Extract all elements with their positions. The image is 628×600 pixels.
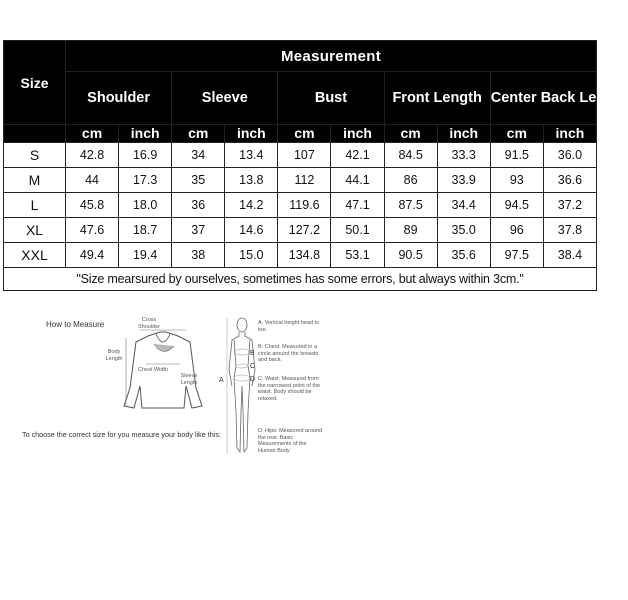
measurement-cell: 18.0 <box>119 193 172 218</box>
measurement-cell: 37 <box>172 218 225 243</box>
unit-header: cm <box>172 125 225 143</box>
measurement-cell: 35.0 <box>437 218 490 243</box>
group-header-row <box>4 72 597 125</box>
measurement-cell: 49.4 <box>66 243 119 268</box>
measurement-cell: 33.3 <box>437 143 490 168</box>
table-body <box>4 143 597 268</box>
measurement-cell: 47.1 <box>331 193 384 218</box>
group-header: Sleeve <box>172 72 278 125</box>
measurement-cell: 17.3 <box>119 168 172 193</box>
table-row <box>4 193 597 218</box>
measurement-cell: 44.1 <box>331 168 384 193</box>
group-header: Shoulder <box>66 72 172 125</box>
note-b: B: Chest: Measured in a circle around the breasts and back. <box>258 344 319 363</box>
how-to-measure-diagram <box>18 300 338 470</box>
measurement-cell: 34.4 <box>437 193 490 218</box>
letter-b: B <box>250 350 255 357</box>
unit-header: inch <box>119 125 172 143</box>
measurement-cell: 87.5 <box>384 193 437 218</box>
measurement-cell: 35.6 <box>437 243 490 268</box>
size-chart-table <box>3 40 628 291</box>
measurement-cell: 42.8 <box>66 143 119 168</box>
unit-header: cm <box>384 125 437 143</box>
table-row <box>4 143 597 168</box>
measurement-cell: 42.1 <box>331 143 384 168</box>
measurement-cell: 33.9 <box>437 168 490 193</box>
group-header: Front Length <box>384 72 490 125</box>
measurement-cell: 34 <box>172 143 225 168</box>
chest-width-label: Chest Width <box>138 367 168 373</box>
unit-header: inch <box>437 125 490 143</box>
measure-instruction: To choose the correct size for you measure your body like this: <box>22 430 221 439</box>
unit-header: inch <box>225 125 278 143</box>
group-header: Center Back Length <box>490 72 596 125</box>
sweater-sketch <box>118 328 208 418</box>
unit-header: inch <box>543 125 596 143</box>
measurement-cell: 16.9 <box>119 143 172 168</box>
body-figure-sketch <box>226 316 258 456</box>
cross-shoulder-label: Cross Shoulder <box>137 317 161 330</box>
table-row <box>4 218 597 243</box>
note-a: A: Vertical height head to toe. <box>258 320 320 333</box>
measurement-cell: 97.5 <box>490 243 543 268</box>
measurement-cell: 38.4 <box>543 243 596 268</box>
measurement-header: Measurement <box>66 41 597 72</box>
measurement-cell: 35 <box>172 168 225 193</box>
measurement-cell: 19.4 <box>119 243 172 268</box>
size-cell: L <box>4 193 66 218</box>
measurement-cell: 127.2 <box>278 218 331 243</box>
measurement-cell: 14.2 <box>225 193 278 218</box>
size-cell: XXL <box>4 243 66 268</box>
note-row <box>4 268 597 291</box>
unit-header: cm <box>490 125 543 143</box>
size-cell: S <box>4 143 66 168</box>
how-to-measure-title: How to Measure <box>46 320 105 329</box>
unit-header: cm <box>66 125 119 143</box>
measurement-cell: 36 <box>172 193 225 218</box>
letter-c: C <box>250 363 256 370</box>
measurement-cell: 37.8 <box>543 218 596 243</box>
size-header: Size <box>4 41 66 125</box>
note-d: D: Hips: Measured around the rear. Basic Mesurements of the Human Body <box>258 428 323 454</box>
letter-a: A <box>219 377 224 384</box>
size-cell: XL <box>4 218 66 243</box>
measurement-cell: 18.7 <box>119 218 172 243</box>
measurement-cell: 107 <box>278 143 331 168</box>
measurement-cell: 90.5 <box>384 243 437 268</box>
measurement-cell: 15.0 <box>225 243 278 268</box>
measurement-cell: 134.8 <box>278 243 331 268</box>
measurement-cell: 84.5 <box>384 143 437 168</box>
measurement-cell: 13.8 <box>225 168 278 193</box>
sleeve-length-label: Sleeve Length <box>180 373 198 386</box>
measurement-cell: 50.1 <box>331 218 384 243</box>
measurement-cell: 91.5 <box>490 143 543 168</box>
measurement-cell: 45.8 <box>66 193 119 218</box>
measurement-cell: 53.1 <box>331 243 384 268</box>
measurement-cell: 96 <box>490 218 543 243</box>
unit-blank-cell <box>4 125 66 143</box>
unit-header: cm <box>278 125 331 143</box>
group-header: Bust <box>278 72 384 125</box>
measurement-cell: 37.2 <box>543 193 596 218</box>
measurement-cell: 86 <box>384 168 437 193</box>
measurement-cell: 38 <box>172 243 225 268</box>
unit-header: inch <box>331 125 384 143</box>
measurement-cell: 13.4 <box>225 143 278 168</box>
size-cell: M <box>4 168 66 193</box>
body-length-label: Body Length <box>105 349 123 362</box>
letter-d: D <box>250 376 256 383</box>
measurement-cell: 44 <box>66 168 119 193</box>
measurement-note: "Size mearsured by ourselves, sometimes has some errors, but always within 3cm." <box>4 268 597 291</box>
measurement-cell: 94.5 <box>490 193 543 218</box>
measurement-cell: 93 <box>490 168 543 193</box>
table-row <box>4 243 597 268</box>
measurement-cell: 89 <box>384 218 437 243</box>
measurement-cell: 119.6 <box>278 193 331 218</box>
measurement-cell: 36.6 <box>543 168 596 193</box>
unit-header-row <box>4 125 597 143</box>
measurement-cell: 47.6 <box>66 218 119 243</box>
note-c: C: Waist: Measured from the narrowest point of the waist. Body should be relaxed. <box>258 376 321 402</box>
table-row <box>4 168 597 193</box>
measurement-cell: 14.6 <box>225 218 278 243</box>
measurement-cell: 112 <box>278 168 331 193</box>
measurement-cell: 36.0 <box>543 143 596 168</box>
